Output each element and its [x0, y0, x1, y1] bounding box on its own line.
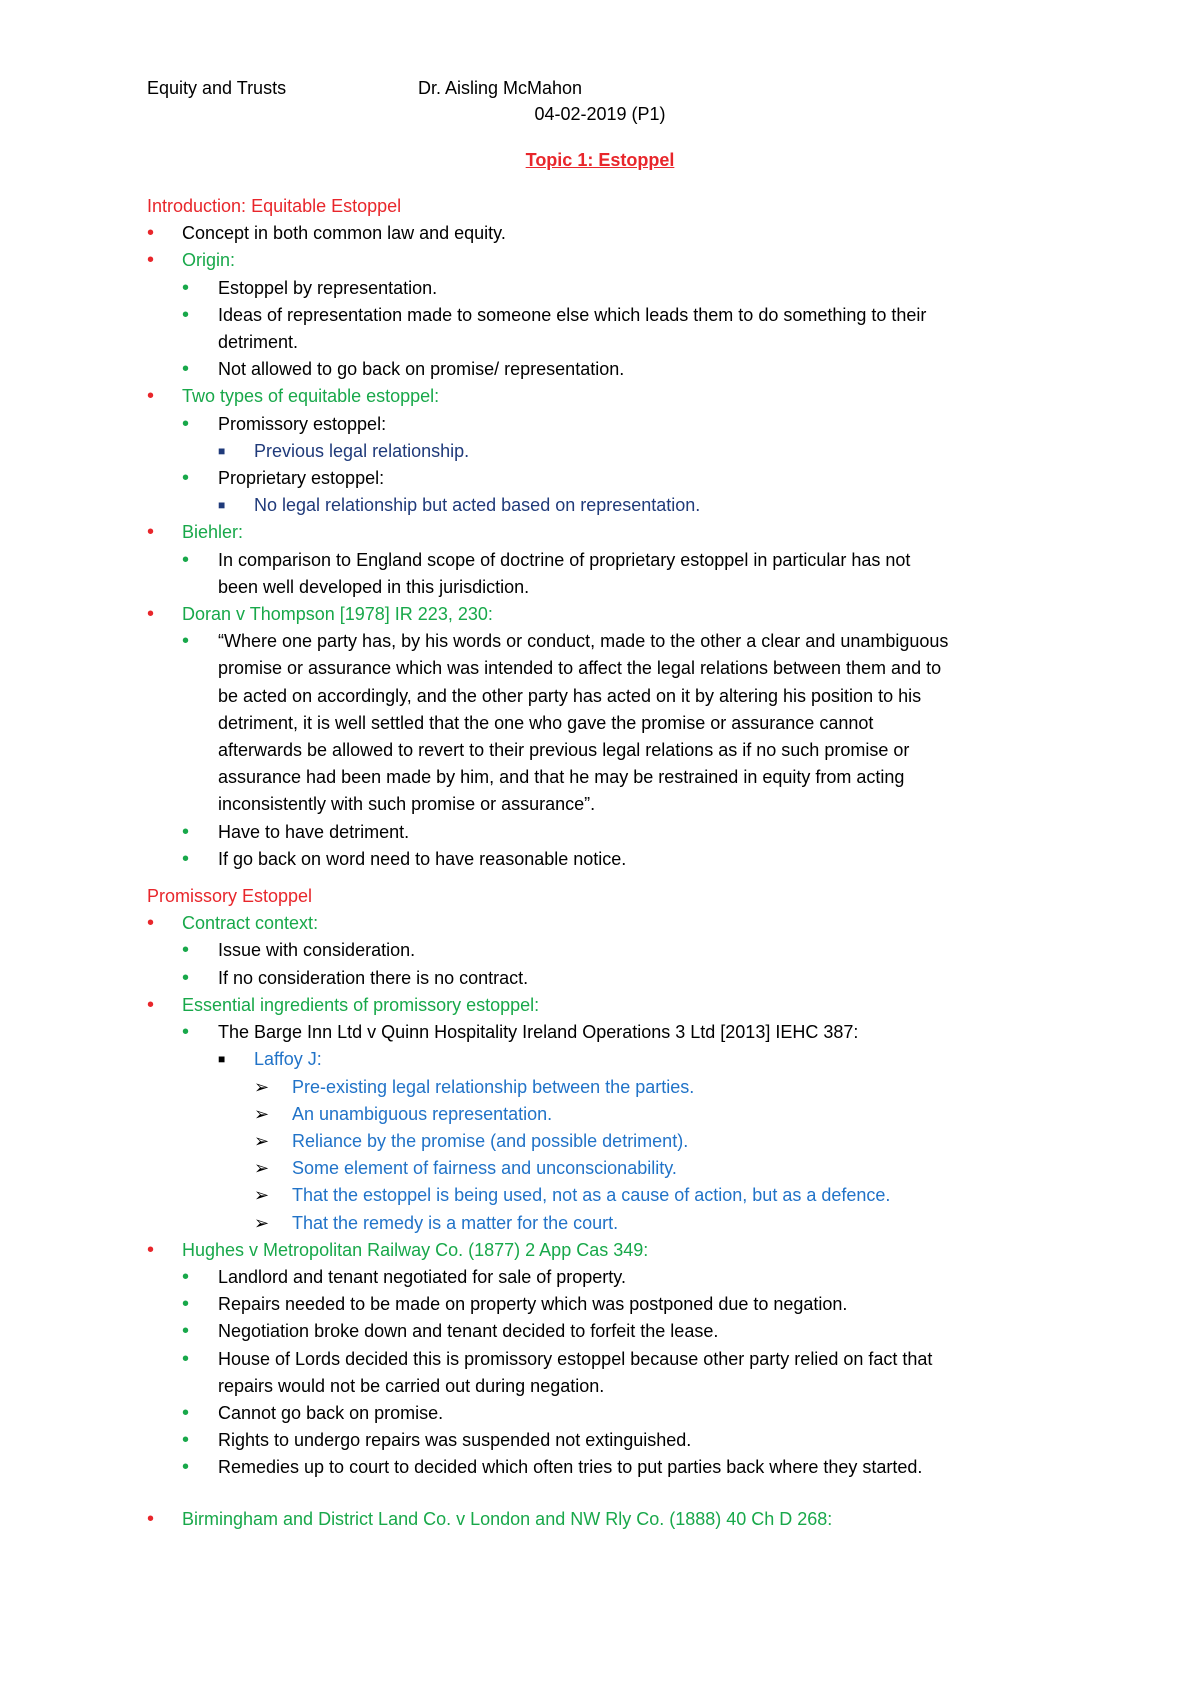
bullet-dot-icon: • [182, 412, 190, 435]
quote-line: assurance had been made by him, and that he may be restrained in equity from acting [218, 767, 905, 788]
lecturer-name: Dr. Aisling McMahon [418, 78, 583, 98]
bullet-dot-icon: • [182, 820, 190, 843]
list-item: • Ideas of representation made to someone else which leads them to do something to their [147, 302, 1067, 329]
bullet-dot-icon: • [182, 1456, 190, 1479]
quote-line: inconsistently with such promise or assurance”. [218, 794, 596, 815]
bullet-dot-icon: • [182, 1401, 190, 1424]
list-item: ■ No legal relationship but acted based on representation. [147, 492, 1067, 519]
list-item: • Promissory estoppel: [147, 411, 1067, 438]
list-item: • Estoppel by representation. [147, 275, 1067, 302]
bullet-dot-icon: • [182, 966, 190, 989]
list-item: • Have to have detriment. [147, 819, 1067, 846]
page-title: Topic 1: Estoppel [525, 150, 675, 170]
bullet-dot-icon: • [147, 603, 155, 626]
lecture-date: 04-02-2019 (P1) [534, 104, 666, 124]
bullet-dot-icon: • [182, 467, 190, 490]
list-item: • Repairs needed to be made on property which was postponed due to negation. [147, 1291, 1067, 1318]
list-item: ➢ That the remedy is a matter for the court. [147, 1210, 1067, 1237]
list-item: • Essential ingredients of promissory estoppel: [147, 992, 1067, 1019]
list-item: • If go back on word need to have reasonable notice. [147, 846, 1067, 873]
bullet-dot-icon: • [182, 1429, 190, 1452]
bullet-dot-icon: • [147, 521, 155, 544]
bullet-dot-icon: • [147, 222, 155, 245]
list-item: ■ Previous legal relationship. [147, 438, 1067, 465]
list-item: ➢ Some element of fairness and unconscionability. [147, 1155, 1067, 1182]
bullet-dot-icon: • [182, 1320, 190, 1343]
list-item: • Hughes v Metropolitan Railway Co. (1877) 2 App Cas 349: [147, 1237, 1067, 1264]
list-item: ■ Laffoy J: [147, 1046, 1067, 1073]
quote-line: promise or assurance which was intended to affect the legal relations between them and to [218, 658, 942, 679]
bullet-dot-icon: • [147, 912, 155, 935]
quote-line: be acted on accordingly, and the other party has acted on it by altering his position to his [218, 685, 922, 706]
list-item: • Issue with consideration. [147, 937, 1067, 964]
list-item: • Biehler: [147, 519, 1067, 546]
bullet-dot-icon: • [147, 993, 155, 1016]
list-item: • If no consideration there is no contract. [147, 965, 1067, 992]
bullet-dot-icon: • [147, 385, 155, 408]
list-item: ➢ Pre-existing legal relationship between the parties. [147, 1074, 1067, 1101]
list-item: • Birmingham and District Land Co. v London and NW Rly Co. (1888) 40 Ch D 268: [147, 1506, 1067, 1533]
list-item: ➢ An unambiguous representation. [147, 1101, 1067, 1128]
bullet-dot-icon: • [182, 1265, 190, 1288]
arrow-bullet-icon: ➢ [254, 1212, 270, 1233]
list-item: • Cannot go back on promise. [147, 1400, 1067, 1427]
list-item: • Origin: [147, 247, 1067, 274]
bullet-dot-icon: • [147, 1507, 155, 1530]
bullet-dot-icon: • [182, 303, 190, 326]
list-item: • In comparison to England scope of doctrine of proprietary estoppel in particular has not [147, 547, 1067, 574]
arrow-bullet-icon: ➢ [254, 1185, 270, 1206]
bullet-dot-icon: • [182, 847, 190, 870]
bullet-dot-icon: • [182, 630, 190, 653]
bullet-dot-icon: • [147, 249, 155, 272]
list-item: • The Barge Inn Ltd v Quinn Hospitality Ireland Operations 3 Ltd [2013] IEHC 387: [147, 1019, 1067, 1046]
list-item-continuation: repairs would not be carried out during negation. [218, 1375, 605, 1396]
arrow-bullet-icon: ➢ [254, 1076, 270, 1097]
list-item: • Remedies up to court to decided which often tries to put parties back where they started. [147, 1454, 1067, 1481]
list-item: • House of Lords decided this is promissory estoppel because other party relied on fact that [147, 1346, 1067, 1373]
bullet-dot-icon: • [147, 1238, 155, 1261]
list-item: ➢ Reliance by the promise (and possible detriment). [147, 1128, 1067, 1155]
list-item: • Not allowed to go back on promise/ representation. [147, 356, 1067, 383]
course-name: Equity and Trusts [147, 78, 287, 98]
bullet-dot-icon: • [182, 276, 190, 299]
quote-line: detriment, it is well settled that the one who gave the promise or assurance cannot [218, 712, 874, 733]
bullet-dot-icon: • [182, 1021, 190, 1044]
quote-line: afterwards be allowed to revert to their previous legal relations as if no such promise or [218, 740, 910, 761]
list-item: ➢ That the estoppel is being used, not as a cause of action, but as a defence. [147, 1182, 1067, 1209]
list-item: • Negotiation broke down and tenant decided to forfeit the lease. [147, 1318, 1067, 1345]
square-bullet-icon: ■ [218, 443, 226, 458]
arrow-bullet-icon: ➢ [254, 1158, 270, 1179]
list-item-continuation: been well developed in this jurisdiction. [218, 576, 530, 597]
bullet-dot-icon: • [182, 1347, 190, 1370]
section-heading-promissory: Promissory Estoppel [147, 886, 313, 907]
arrow-bullet-icon: ➢ [254, 1103, 270, 1124]
quote-line: • “Where one party has, by his words or conduct, made to the other a clear and unambiguous [147, 628, 1067, 655]
list-item: • Doran v Thompson [1978] IR 223, 230: [147, 601, 1067, 628]
list-item-continuation: detriment. [218, 332, 299, 353]
list-item: • Rights to undergo repairs was suspended not extinguished. [147, 1427, 1067, 1454]
square-bullet-icon: ■ [218, 1052, 226, 1067]
list-item: • Concept in both common law and equity. [147, 220, 1067, 247]
bullet-dot-icon: • [182, 548, 190, 571]
square-bullet-icon: ■ [218, 498, 226, 513]
list-item: • Proprietary estoppel: [147, 465, 1067, 492]
bullet-dot-icon: • [182, 358, 190, 381]
list-item: • Two types of equitable estoppel: [147, 383, 1067, 410]
notes-body [147, 193, 1067, 1533]
arrow-bullet-icon: ➢ [254, 1130, 270, 1151]
list-item: • Contract context: [147, 910, 1067, 937]
bullet-dot-icon: • [182, 939, 190, 962]
bullet-dot-icon: • [182, 1293, 190, 1316]
section-heading-introduction: Introduction: Equitable Estoppel [147, 196, 402, 216]
list-item: • Landlord and tenant negotiated for sale of property. [147, 1264, 1067, 1291]
